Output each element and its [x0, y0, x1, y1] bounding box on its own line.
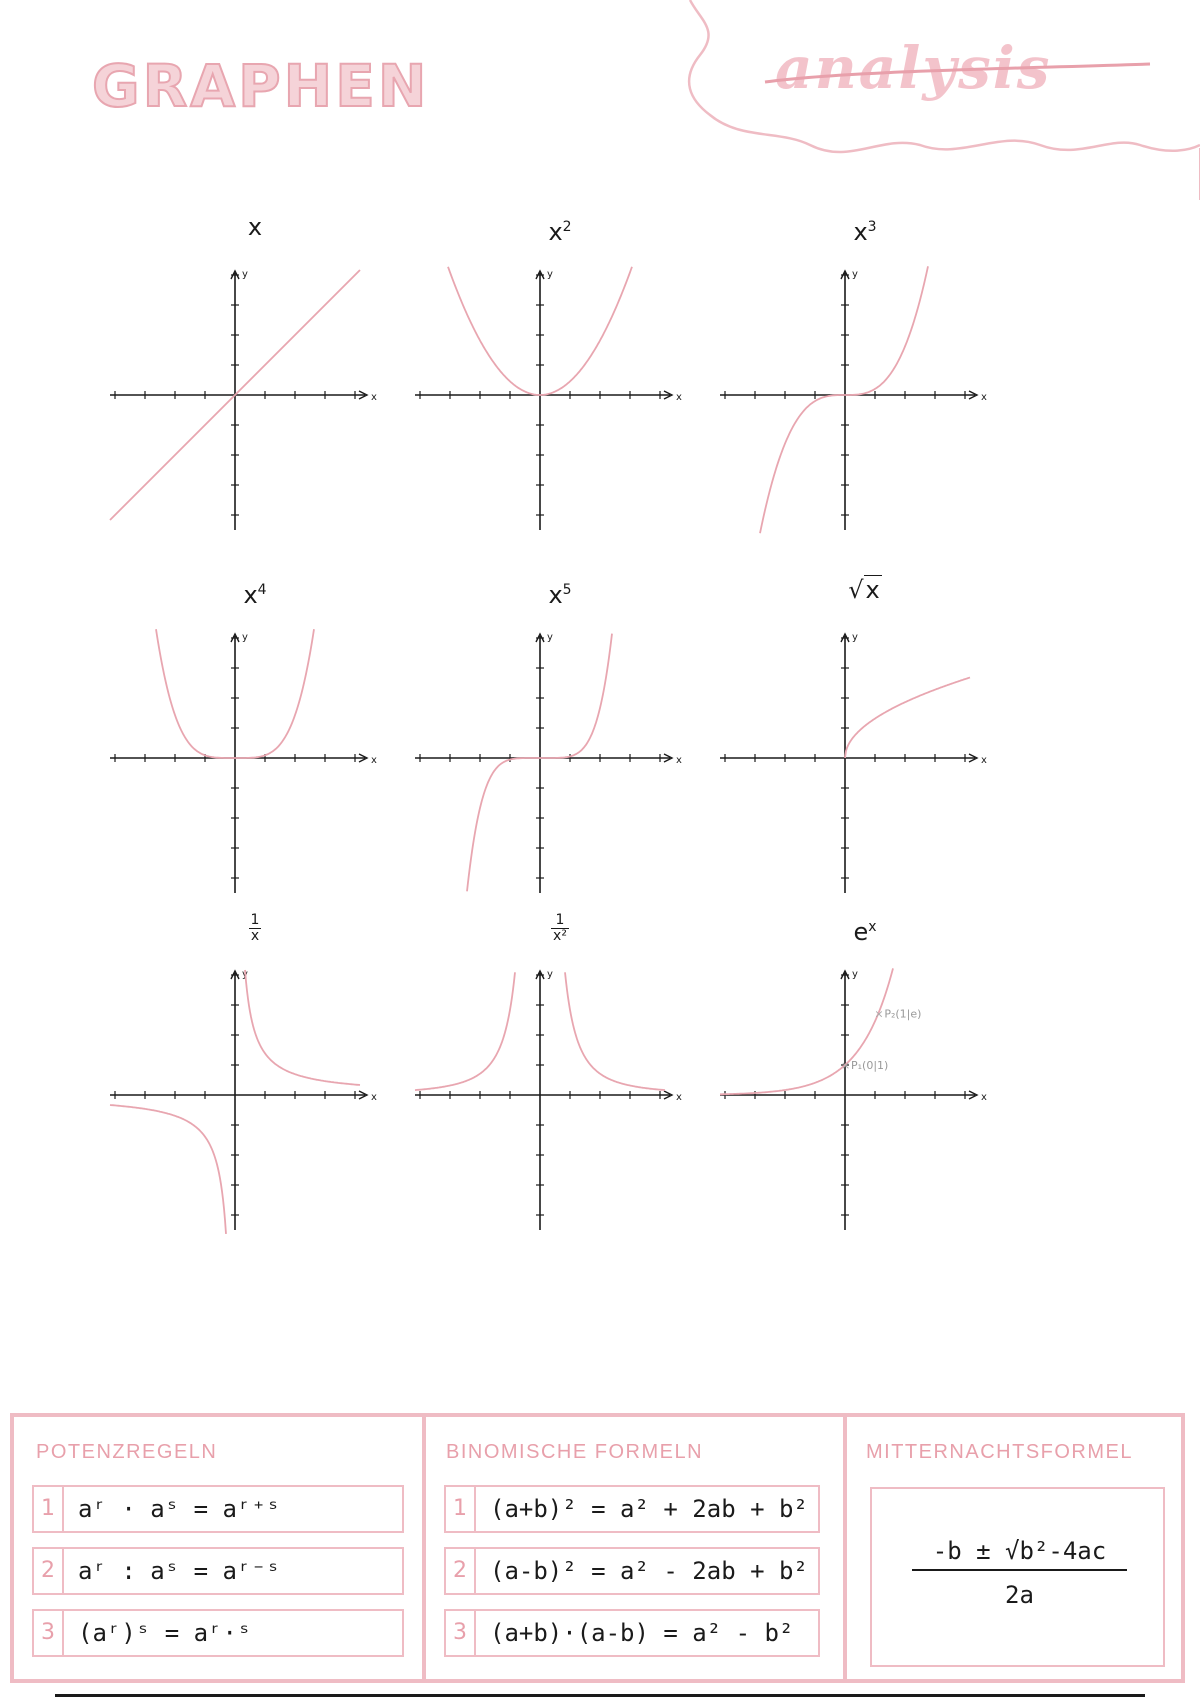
graph-label-exponent: 3 — [867, 219, 877, 235]
graph-cell-quintic — [410, 568, 710, 928]
footer-rule — [55, 1694, 1145, 1697]
x-axis-label: x — [371, 755, 377, 766]
binomische-formeln-title: BINOMISCHE FORMELN — [446, 1441, 704, 1463]
binomische-formel-row — [444, 1547, 820, 1595]
potenzregel-row — [32, 1547, 404, 1595]
graph-label — [410, 568, 710, 612]
graph-label — [410, 205, 710, 249]
graph-plot — [105, 965, 385, 1235]
rule-formula: (a+b)² = a² + 2ab + b² — [490, 1495, 808, 1523]
graph-cell-square — [410, 205, 710, 565]
graph-label — [105, 568, 405, 612]
graph-label-base: x — [548, 218, 563, 246]
rule-formula: (aʳ)ˢ = aʳ·ˢ — [78, 1619, 252, 1647]
x-axis-label: x — [981, 1092, 987, 1103]
formula-denominator: 2a — [1005, 1581, 1034, 1609]
graph-label-base: x — [865, 576, 880, 604]
graph-plot — [105, 265, 385, 535]
rule-number: 1 — [446, 1487, 476, 1531]
graph-cell-linear — [105, 205, 405, 565]
fraction-denominator: x² — [553, 927, 567, 944]
formula-reference-box — [10, 1413, 1185, 1683]
fraction-denominator: x — [250, 927, 260, 944]
graph-cell-cube — [715, 205, 1015, 565]
x-axis-label: x — [676, 755, 682, 766]
graph-label-exponent: 5 — [562, 582, 572, 598]
graph-plot — [410, 265, 690, 535]
point-marker: × — [841, 1059, 851, 1072]
mitternachtsformel-title: MITTERNACHTSFORMEL — [866, 1441, 1133, 1463]
fraction-numerator: 1 — [250, 911, 260, 928]
point-label: P₁(0|1) — [851, 1059, 889, 1072]
graph-label-exponent: 4 — [257, 582, 267, 598]
graph-label — [715, 905, 1015, 949]
graph-plot — [715, 965, 995, 1235]
y-axis-label: y — [547, 969, 553, 980]
potenzregeln-title: POTENZREGELN — [36, 1441, 218, 1463]
potenzregel-row — [32, 1609, 404, 1657]
x-axis-label: x — [676, 392, 682, 403]
graph-cell-reciprocal-square — [410, 905, 710, 1265]
y-axis-label: y — [242, 632, 248, 643]
y-axis-label: y — [852, 269, 858, 280]
column-divider — [422, 1417, 426, 1679]
point-label: P₂(1|e) — [884, 1007, 922, 1021]
x-axis-label: x — [676, 1092, 682, 1103]
rule-formula: aʳ : aˢ = aʳ⁻ˢ — [78, 1557, 281, 1585]
graph-cell-reciprocal — [105, 905, 405, 1265]
formula-numerator: -b ± √b²-4ac — [912, 1537, 1127, 1571]
x-axis-label: x — [371, 1092, 377, 1103]
x-axis-label: x — [981, 755, 987, 766]
graph-plot — [410, 628, 690, 898]
graph-label — [105, 905, 405, 949]
function-curve — [845, 678, 970, 759]
rule-formula: aʳ · aˢ = aʳ⁺ˢ — [78, 1495, 281, 1523]
graph-label-base: x — [243, 581, 258, 609]
page-title: GRAPHEN — [92, 52, 430, 120]
graph-plot — [715, 628, 995, 898]
graph-cell-exp — [715, 905, 1015, 1265]
graph-label-base: e — [853, 918, 869, 946]
rule-number: 2 — [446, 1549, 476, 1593]
graph-plot — [715, 265, 995, 535]
y-axis-label: y — [547, 269, 553, 280]
badge-strike-line — [760, 52, 1160, 102]
function-curve — [720, 968, 893, 1094]
rule-number: 1 — [34, 1487, 64, 1531]
rule-number: 2 — [34, 1549, 64, 1593]
fraction-numerator: 1 — [551, 913, 569, 929]
y-axis-label: y — [547, 632, 553, 643]
graph-plot — [410, 965, 690, 1235]
graph-label — [715, 205, 1015, 249]
graph-label-base: x — [247, 213, 263, 241]
rule-number: 3 — [446, 1611, 476, 1655]
graph-label-exponent: x — [868, 919, 877, 935]
rule-number: 3 — [34, 1611, 64, 1655]
function-curve — [760, 266, 928, 533]
graph-cell-sqrt — [715, 568, 1015, 928]
graph-label-exponent: 2 — [562, 219, 572, 235]
rule-formula: (a-b)² = a² - 2ab + b² — [490, 1557, 808, 1585]
x-axis-label: x — [371, 392, 377, 403]
y-axis-label: y — [852, 969, 858, 980]
binomische-formel-row — [444, 1485, 820, 1533]
graph-plot — [105, 628, 385, 898]
graph-label — [105, 205, 405, 249]
binomische-formel-row — [444, 1609, 820, 1657]
point-marker: × — [874, 1007, 884, 1021]
graph-cell-quartic — [105, 568, 405, 928]
graph-label — [410, 905, 710, 949]
y-axis-label: y — [242, 969, 248, 980]
mitternachtsformel-box — [870, 1487, 1165, 1667]
graph-label-base: x — [548, 581, 563, 609]
column-divider — [843, 1417, 847, 1679]
y-axis-label: y — [852, 632, 858, 643]
section-badge: analysis — [775, 34, 1052, 102]
sqrt-symbol: √ — [848, 576, 864, 604]
graph-label-base: x — [853, 218, 868, 246]
potenzregel-row — [32, 1485, 404, 1533]
graph-label — [715, 568, 1015, 612]
rule-formula: (a+b)·(a-b) = a² - b² — [490, 1619, 794, 1647]
x-axis-label: x — [981, 392, 987, 403]
y-axis-label: y — [242, 269, 248, 280]
